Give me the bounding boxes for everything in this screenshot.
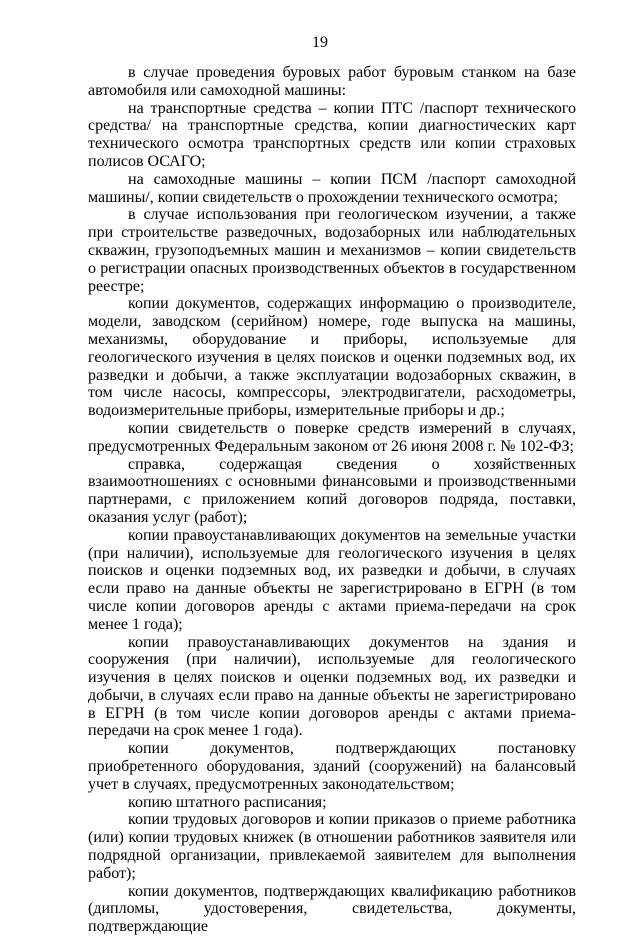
- paragraph: копии документов, содержащих информацию о производителе, модели, заводском (серийном) номере, годе выпуска на машины, механизмы, оборудование и приборы, используемые для геологического изучения в целях поисков и оценки подземных вод, их разведки и добычи, а также эксплуатации водозаборных скважин, в том числе насосы, компрессоры, электродвигатели, расходометры, водоизмерительные приборы, измерительные приборы и др.;: [88, 295, 576, 420]
- paragraph: копии документов, подтверждающих постановку приобретенного оборудования, зданий (сооружений) на балансовый учет в случаях, предусмотренных законодательством;: [88, 740, 576, 793]
- paragraph: копии свидетельств о поверке средств измерений в случаях, предусмотренных Федеральным законом от 26 июня 2008 г. № 102-ФЗ;: [88, 419, 576, 455]
- paragraph: справка, содержащая сведения о хозяйственных взаимоотношениях с основными финансовыми и производственными партнерами, с приложением копий договоров подряда, поставки, оказания услуг (работ);: [88, 455, 576, 526]
- paragraph: копию штатного расписания;: [128, 793, 327, 811]
- paragraph: на самоходные машины – копии ПСМ /паспорт самоходной машины/, копии свидетельств о прохождении технического осмотра;: [88, 170, 576, 206]
- paragraph: на транспортные средства – копии ПТС /паспорт технического средства/ на транспортные средства, копии диагностических карт технического осмотра транспортных средств или копии страховых полисов ОСАГО;: [88, 99, 576, 170]
- body-text: [88, 64, 576, 936]
- paragraph: копии правоустанавливающих документов на земельные участки (при наличии), используемые для геологического изучения в целях поисков и оценки подземных вод, их разведки и добычи, в случаях если право на данные объекты не зарегистрировано в ЕГРН (в том числе копии договоров аренды с актами приема-передачи на срок менее 1 года);: [88, 526, 576, 633]
- paragraph: копии документов, подтверждающих квалификацию работников (дипломы, удостоверения, свидетельства, документы, подтверждающие: [88, 882, 576, 936]
- paragraph: в случае проведения буровых работ буровым станком на базе автомобиля или самоходной машины:: [88, 64, 576, 99]
- page-number: 19: [312, 34, 328, 51]
- paragraph: в случае использования при геологическом изучении, а также при строительстве разведочных, водозаборных или наблюдательных скважин, грузоподъемных машин и механизмов – копии свидетельств о регистрации опасных производственных объектов в государственном реестре;: [88, 206, 576, 295]
- paragraph: копии трудовых договоров и копии приказов о приеме работника (или) копии трудовых книжек (в отношении работников заявителя или подрядной организации, привлекаемой заявителем для выполнения работ);: [88, 811, 576, 882]
- paragraph: копии правоустанавливающих документов на здания и сооружения (при наличии), используемые для геологического изучения в целях поисков и оценки подземных вод, их разведки и добычи, в случаях если право на данные объекты не зарегистрировано в ЕГРН (в том числе копии договоров аренды с актами приема-передачи на срок менее 1 года).: [88, 633, 576, 740]
